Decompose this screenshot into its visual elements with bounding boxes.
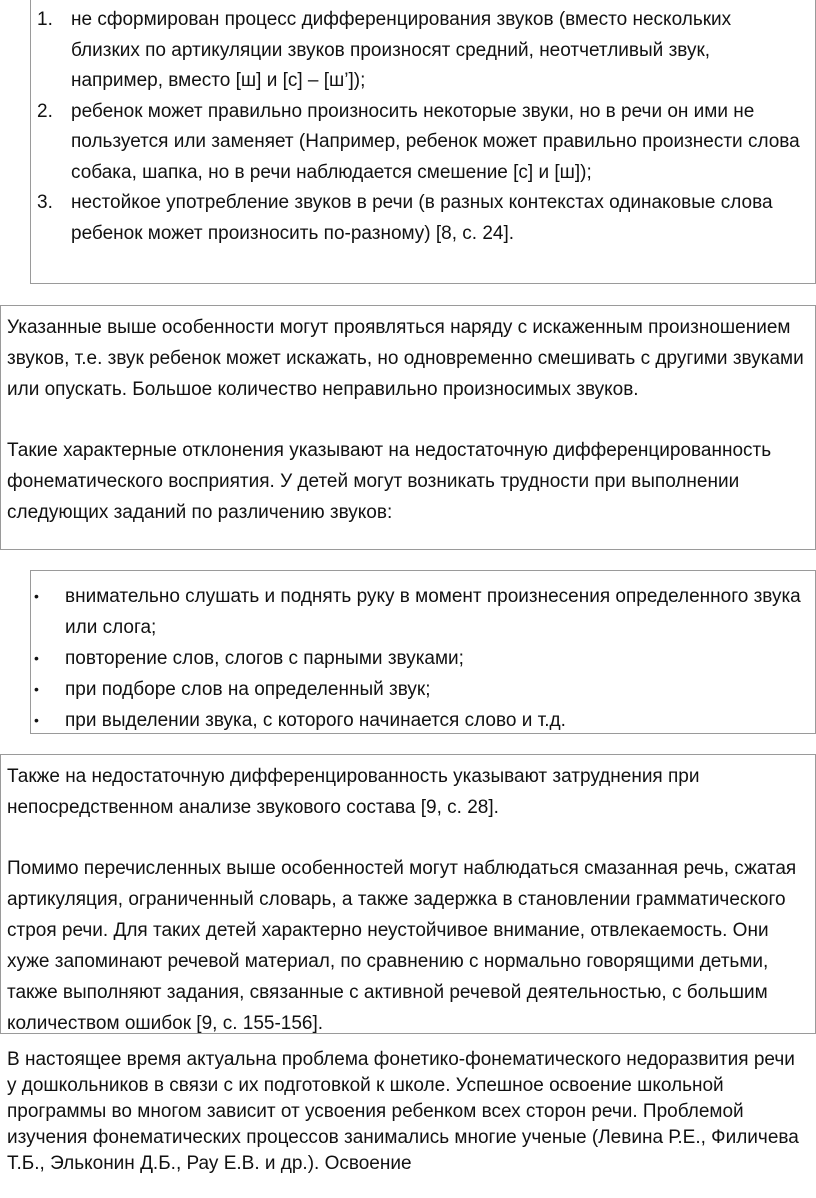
bullet-list-box xyxy=(30,570,816,734)
bullet-list xyxy=(31,581,803,736)
bullet-item-2-text: повторение слов, слогов с парными звуками; xyxy=(65,648,464,669)
list-marker-3: 3. xyxy=(37,192,53,213)
paragraph-current-problem: В настоящее время актуальна проблема фонетико-фонематического недоразвития речи у дошкольников в связи с их подготовкой к школе. Успешное освоение школьной программы во многом зависит от усвоения ребенком всех сторон речи. Проблемой изучения фонематических процессов занимались многие ученые (Левина Р.Е., Филичева Т.Б., Эльконин Д.Б., Рау Е.В. и др.). Освоение xyxy=(7,1049,799,1174)
list-item-3 xyxy=(37,188,803,249)
paragraph-deviations: Такие характерные отклонения указывают на недостаточную дифференцированность фонематического восприятия. У детей могут возникать трудности при выполнении следующих заданий по различению звуков: xyxy=(7,440,772,523)
paragraph-analysis: Также на недостаточную дифференцированность указывают затруднения при непосредственном анализе звукового состава [9, с. 28]. xyxy=(7,766,700,818)
bullet-item-1 xyxy=(31,581,803,643)
list-item-2 xyxy=(37,97,803,189)
bullet-item-2 xyxy=(31,643,803,674)
paragraph-features: Указанные выше особенности могут проявляться наряду с искаженным произношением звуков, т.е. звук ребенок может искажать, но одновременно смешивать с другими звуками или опускать. Большое количество неправильно произносимых звуков. xyxy=(7,317,804,400)
bullet-icon: • xyxy=(34,650,39,666)
list-marker-2: 2. xyxy=(37,100,53,122)
numbered-list-box xyxy=(30,0,816,284)
paragraphs-box-2 xyxy=(0,754,816,1034)
list-item-1-text: не сформирован процесс дифференцирования звуков (вместо нескольких близких по артикуляции звуков произносят средний, неотчетливый звук, например, вместо [ш] и [с] – [ш’]); xyxy=(71,9,732,91)
list-item-3-text: нестойкое употребление звуков в речи (в разных контекстах одинаковые слова ребенок может произносить по-разному) [8, с. 24]. xyxy=(71,192,773,244)
bullet-item-1-text: внимательно слушать и поднять руку в момент произнесения определенного звука или слога; xyxy=(65,586,801,638)
bullet-item-3-text: при подборе слов на определенный звук; xyxy=(65,679,431,700)
bullet-icon: • xyxy=(34,712,39,728)
numbered-list xyxy=(37,5,803,249)
paragraphs-box-1 xyxy=(0,305,816,550)
bullet-icon: • xyxy=(34,588,39,604)
bullet-item-3 xyxy=(31,674,803,705)
list-item-2-text: ребенок может правильно произносить некоторые звуки, но в речи он ими не пользуется или заменяет (Например, ребенок может правильно произнести слова собака, шапка, но в речи наблюдается смешение [с] и [ш]); xyxy=(71,100,800,183)
bullet-item-4-text: при выделении звука, с которого начинается слово и т.д. xyxy=(65,710,566,731)
list-marker-1: 1. xyxy=(37,9,53,30)
paragraph-other-features: Помимо перечисленных выше особенностей могут наблюдаться смазанная речь, сжатая артикуляция, ограниченный словарь, а также задержка в становлении грамматического строя речи. Для таких детей характерно неустойчивое внимание, отвлекаемость. Они хуже запоминают речевой материал, по сравнению с нормально говорящими детьми, также выполняют задания, связанные с активной речевой деятельностью, с большим количеством ошибок [9, с. 155-156]. xyxy=(7,858,797,1034)
bullet-item-4 xyxy=(31,705,803,736)
list-item-1 xyxy=(37,5,803,97)
bullet-icon: • xyxy=(34,681,39,697)
